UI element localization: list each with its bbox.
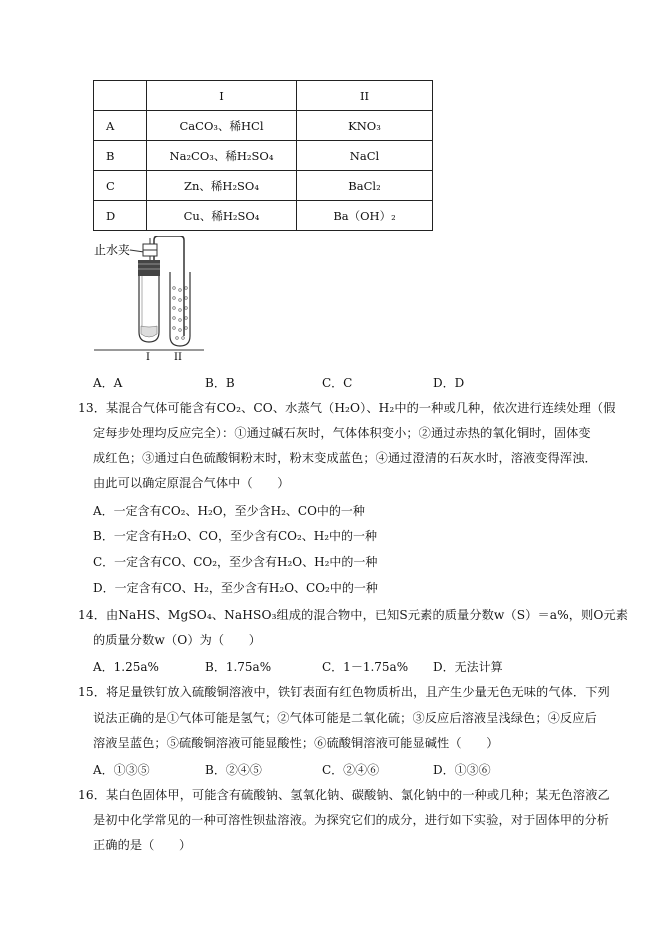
q15-option-d: D．①③⑥ [433,763,491,777]
row-label: A [94,111,147,141]
reagent-table [93,80,433,231]
cell-tube-1: Zn、稀H₂SO₄ [147,171,297,201]
cell-tube-1: Na₂CO₃、稀H₂SO₄ [147,141,297,171]
cell-tube-2: Ba（OH）₂ [297,201,433,231]
q13-stem-line: 成红色；③通过白色硫酸铜粉末时，粉末变成蓝色；④通过澄清的石灰水时，溶液变得浑浊． [93,451,597,465]
q12-option-d: D．D [433,376,465,390]
q15-option-b: B．②④⑤ [205,763,262,777]
cell-tube-2: KNO₃ [297,111,433,141]
q14-option-a: A．1.25a% [93,660,159,674]
q15-stem-line: 溶液呈蓝色；⑤硫酸铜溶液可能显酸性；⑥硫酸铜溶液可能显碱性（ ） [93,736,499,750]
q13-stem-line: 定每步处理均反应完全）：①通过碱石灰时，气体体积变小；②通过赤热的氧化铜时，固体变 [93,426,591,440]
q13-option-c: C．一定含有CO、CO₂，至少含有H₂O、H₂中的一种 [93,555,378,569]
tube-2-label: II [174,352,182,360]
cell-tube-2: BaCl₂ [297,171,433,201]
table-header-row [94,81,433,111]
q14-stem-line: 14．由NaHS、MgSO₄、NaHSO₃组成的混合物中，已知S元素的质量分数w（S）＝a%，则O元素 [78,608,629,622]
cell-tube-2: NaCl [297,141,433,171]
q16-stem-line: 正确的是（ ） [93,838,192,852]
q14-option-b: B．1.75a% [205,660,272,674]
table-row [94,201,433,231]
q13-stem-line: 13．某混合气体可能含有CO₂、CO、水蒸气（H₂O）、H₂中的一种或几种，依次进行连续处理（假 [78,401,616,415]
tube-1-label: I [146,352,150,360]
q15-option-a: A．①③⑤ [93,763,150,777]
q15-stem-line: 说法正确的是①气体可能是氢气；②气体可能是二氧化硫；③反应后溶液呈浅绿色；④反应后 [93,711,597,725]
q16-stem-line: 16．某白色固体甲，可能含有硫酸钠、氢氧化钠、碳酸钠、氯化钠中的一种或几种；某无色溶液乙 [78,788,610,802]
cell-tube-1: CaCO₃、稀HCl [147,111,297,141]
row-label: C [94,171,147,201]
cell-tube-1: Cu、稀H₂SO₄ [147,201,297,231]
q14-option-c: C．1－1.75a% [322,660,409,674]
table-header-cell: I [147,81,297,111]
row-label: B [94,141,147,171]
table-header-cell: II [297,81,433,111]
q15-option-c: C．②④⑥ [322,763,380,777]
q16-stem-line: 是初中化学常见的一种可溶性钡盐溶液。为探究它们的成分，进行如下实验，对于固体甲的分析 [93,813,610,827]
table-row [94,141,433,171]
q13-option-a: A．一定含有CO₂、H₂O，至少含H₂、CO中的一种 [93,504,365,518]
q14-option-d: D．无法计算 [433,660,503,674]
q14-stem-line: 的质量分数w（O）为（ ） [93,633,262,647]
clamp-label: 止水夹 [94,243,131,257]
row-label: D [94,201,147,231]
q13-option-d: D．一定含有CO、H₂，至少含有H₂O、CO₂中的一种 [93,581,378,595]
q12-option-c: C．C [322,376,353,390]
test-tube-apparatus-figure [94,236,204,360]
table-row [94,171,433,201]
table-header-cell [94,81,147,111]
q13-option-b: B．一定含有H₂O、CO，至少含有CO₂、H₂中的一种 [93,529,378,543]
q12-option-a: A．A [93,376,123,390]
q12-option-b: B．B [205,376,235,390]
table-row [94,111,433,141]
q15-stem-line: 15．将足量铁钉放入硫酸铜溶液中，铁钉表面有红色物质析出，且产生少量无色无味的气体．下列 [78,685,610,699]
q13-stem-line: 由此可以确定原混合气体中（ ） [93,476,290,490]
